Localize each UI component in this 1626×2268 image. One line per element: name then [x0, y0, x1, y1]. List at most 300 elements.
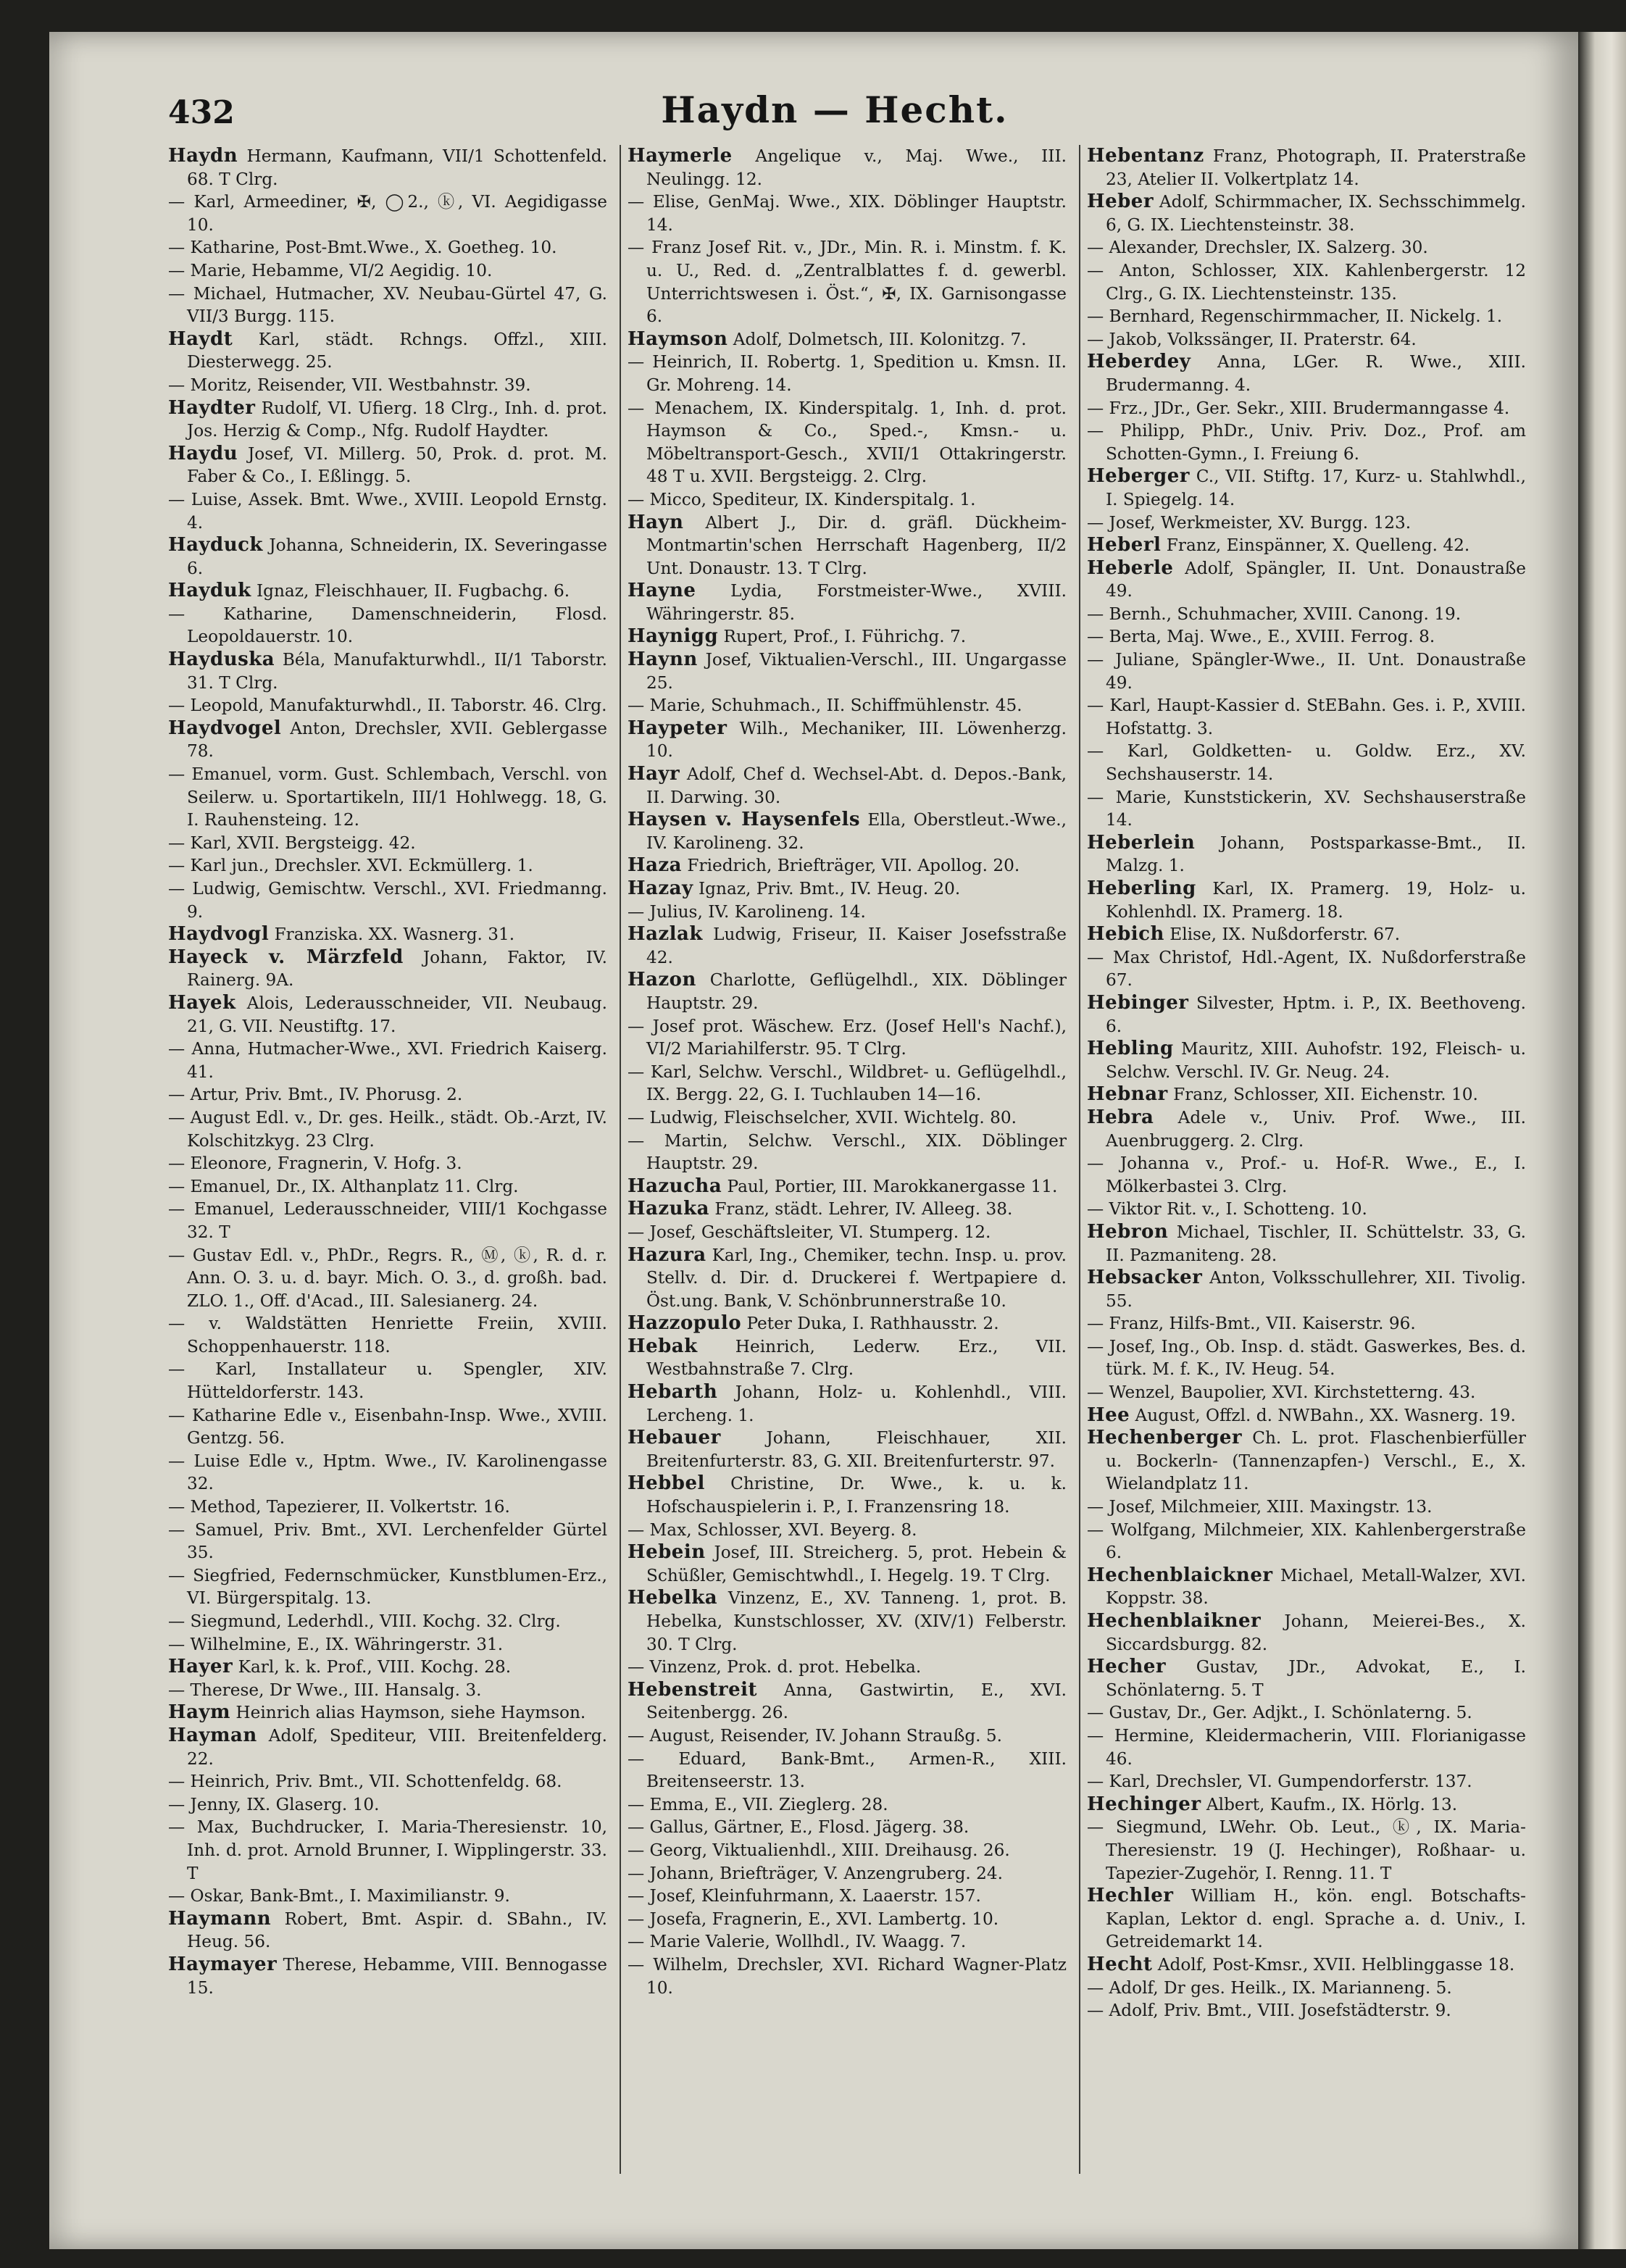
directory-entry: [1087, 236, 1526, 259]
entry-details: — Anna, Hutmacher-Wwe., XVI. Friedrich Kaiserg. 41.: [168, 1039, 607, 1082]
directory-entry: [168, 603, 607, 649]
entry-details: Adolf, Dolmetsch, III. Kolonitzg. 7.: [727, 329, 1027, 349]
entry-details: Lydia, Forstmeister-Wwe., XVIII. Währingerstr. 85.: [646, 581, 1067, 624]
entry-surname: Haydu: [168, 442, 238, 464]
directory-entry: [1087, 1770, 1526, 1793]
entry-surname: Haydn: [168, 145, 238, 167]
directory-entry: [1087, 1381, 1526, 1404]
directory-entry: [1087, 1267, 1526, 1312]
directory-entry: [168, 1633, 607, 1656]
entry-details: — Emma, E., VII. Zieglerg. 28.: [628, 1794, 888, 1814]
entry-details: — Gallus, Gärtner, E., Flosd. Jägerg. 38.: [628, 1817, 970, 1838]
directory-entry: [628, 1839, 1067, 1862]
directory-entry: [1087, 1038, 1526, 1083]
directory-entry: [628, 488, 1067, 512]
directory-entry: [1087, 1198, 1526, 1221]
entry-details: — Karl, Armeediner, ✠, ◯2., ⓚ, VI. Aegidigasse 10.: [168, 192, 607, 235]
entry-details: — Alexander, Drechsler, IX. Salzerg. 30.: [1087, 238, 1428, 258]
entry-details: Franz, Einspänner, X. Quelleng. 42.: [1161, 535, 1470, 556]
directory-entry: [168, 1519, 607, 1564]
directory-entry: [168, 1358, 607, 1404]
entry-details: — Ludwig, Gemischtw. Verschl., XVI. Friedmanng. 9.: [168, 879, 607, 922]
directory-entry: [628, 1244, 1067, 1313]
directory-entry: [168, 1152, 607, 1175]
entry-surname: Hayduska: [168, 649, 275, 671]
directory-entry: [628, 923, 1067, 969]
entry-surname: Hechler: [1087, 1885, 1174, 1907]
directory-entry: [1087, 1083, 1526, 1106]
directory-entry: [168, 1564, 607, 1610]
directory-entry: [628, 1335, 1067, 1381]
directory-entry: [628, 1312, 1067, 1335]
directory-entry: [628, 969, 1067, 1014]
entry-surname: Haysen v. Haysenfels: [628, 809, 861, 831]
entry-details: Franz, städt. Lehrer, IV. Alleeg. 38.: [709, 1199, 1013, 1220]
entry-details: Ignaz, Priv. Bmt., IV. Heug. 20.: [693, 879, 961, 899]
entry-surname: Hazzopulo: [628, 1312, 742, 1335]
entry-details: — Moritz, Reisender, VII. Westbahnstr. 39.: [168, 375, 531, 395]
entry-details: — Artur, Priv. Bmt., IV. Phorusg. 2.: [168, 1085, 463, 1105]
entry-details: Anton, Drechsler, XVII. Geblergasse 78.: [187, 718, 607, 762]
entry-details: — Karl, XVII. Bergsteigg. 42.: [168, 833, 416, 853]
entry-details: Heinrich, Lederw. Erz., VII. Westbahnstraße 7. Clrg.: [646, 1336, 1067, 1380]
entry-details: — Heinrich, II. Robertg. 1, Spedition u. Kmsn. II. Gr. Mohreng. 14.: [628, 352, 1067, 395]
entry-details: — Juliane, Spängler-Wwe., II. Unt. Donaustraße 49.: [1087, 650, 1526, 693]
entry-details: Johann, Holz- u. Kohlenhdl., VIII. Lercheng. 1.: [646, 1383, 1067, 1425]
entry-details: — Max, Buchdrucker, I. Maria-Theresienstr. 10, Inh. d. prot. Arnold Brunner, I. Wipplingerstr. 33. T: [168, 1817, 607, 1883]
entry-details: — Karl, Drechsler, VI. Gumpendorferstr. 137.: [1087, 1772, 1472, 1792]
entry-surname: Hayn: [628, 511, 684, 533]
directory-entry: [1087, 786, 1526, 832]
entry-details: Adolf, Schirmmacher, IX. Sechsschimmelg. 6, G. IX. Liechtensteinstr. 38.: [1106, 192, 1526, 235]
directory-entry: [1087, 1793, 1526, 1817]
directory-entry: [628, 625, 1067, 649]
directory-entry: [628, 1198, 1067, 1221]
directory-entry: [1087, 465, 1526, 511]
entry-details: — Michael, Hutmacher, XV. Neubau-Gürtel 47, G. VII/3 Burgg. 115.: [168, 283, 607, 327]
entry-details: — Franz Josef Rit. v., JDr., Min. R. i. Minstm. f. K. u. U., Red. d. „Zentralblattes f. d. gewerbl. Unterrichtswesen i. Öst.“, ✠, IX. Garnisongasse 6.: [628, 238, 1067, 327]
entry-details: Michael, Tischler, II. Schüttelstr. 33, G. II. Pazmaniteng. 28.: [1106, 1222, 1526, 1265]
entry-surname: Haydt: [168, 328, 233, 350]
entry-details: August, Offzl. d. NWBahn., XX. Wasnerg. 19.: [1130, 1405, 1516, 1425]
directory-entry: [168, 1770, 607, 1793]
entry-details: — Emanuel, vorm. Gust. Schlembach, Verschl. von Seilerw. u. Sportartikeln, III/1 Hohlwegg. 18, G. I. Rauhensteing. 12.: [168, 764, 607, 830]
entry-details: — Eduard, Bank-Bmt., Armen-R., XIII. Breitenseerstr. 13.: [628, 1748, 1067, 1792]
book-spine: [1578, 32, 1626, 2249]
entry-details: — Menachem, IX. Kinderspitalg. 1, Inh. d. prot. Haymson & Co., Sped.-, Kmsn.- u. Möbeltransport-Gesch., XVII/1 Ottakringerstr. 48 T u. XVII. Bergsteigg. 2. Clrg.: [628, 398, 1067, 487]
entry-details: Adolf, Chef d. Wechsel-Abt. d. Depos.-Bank, II. Darwing. 30.: [646, 764, 1067, 807]
directory-entry: [628, 1541, 1067, 1587]
entry-details: — Johanna v., Prof.- u. Hof-R. Wwe., E., I. Mölkerbastei 3. Clrg.: [1087, 1154, 1526, 1196]
entry-details: Ch. L. prot. Flaschenbierfüller u. Bockerln- (Tannenzapfen-) Verschl., E., X. Wielandplatz 11.: [1106, 1428, 1526, 1494]
entry-details: — Vinzenz, Prok. d. prot. Hebelka.: [628, 1657, 922, 1677]
entry-surname: Haypeter: [628, 717, 727, 739]
directory-entry: [168, 923, 607, 946]
directory-entry: [168, 992, 607, 1038]
entry-details: — Wolfgang, Milchmeier, XIX. Kahlenbergerstraße 6.: [1087, 1519, 1526, 1563]
directory-entry: [628, 145, 1067, 191]
directory-entry: [1087, 1977, 1526, 2000]
entry-surname: Hebak: [628, 1335, 698, 1357]
directory-entry: [1087, 1610, 1526, 1656]
entry-surname: Hazucha: [628, 1175, 722, 1197]
directory-entry: [168, 1244, 607, 1313]
entry-details: — Franz, Hilfs-Bmt., VII. Kaiserstr. 96.: [1087, 1314, 1416, 1334]
directory-entry: [628, 1519, 1067, 1542]
entry-surname: Heberdey: [1087, 351, 1191, 373]
entry-details: Robert, Bmt. Aspir. d. SBahn., IV. Heug. 56.: [187, 1909, 607, 1952]
directory-entry: [628, 512, 1067, 580]
entry-surname: Hazlak: [628, 923, 703, 946]
directory-entry: [1087, 1885, 1526, 1954]
entry-surname: Hayne: [628, 580, 696, 602]
directory-entry: [1087, 534, 1526, 557]
directory-entry: [628, 1954, 1067, 1999]
directory-entry: [628, 1862, 1067, 1885]
entry-surname: Hebsacker: [1087, 1267, 1203, 1289]
entry-details: Ignaz, Fleischhauer, II. Fugbachg. 6.: [251, 581, 570, 601]
page-title: Haydn — Hecht.: [661, 88, 1009, 131]
entry-details: — Marie Valerie, Wollhdl., IV. Waagg. 7.: [628, 1932, 967, 1952]
entry-surname: Hebinger: [1087, 991, 1189, 1014]
entry-surname: Hechenblaikner: [1087, 1610, 1262, 1632]
entry-details: Albert, Kaufm., IX. Hörlg. 13.: [1201, 1794, 1458, 1814]
entry-details: — Wilhelmine, E., IX. Währingerstr. 31.: [168, 1634, 504, 1654]
entry-details: Friedrich, Briefträger, VII. Apollog. 20.: [682, 856, 1020, 876]
entry-surname: Hebein: [628, 1541, 706, 1564]
directory-column-2: [628, 145, 1067, 2217]
entry-details: Anna, LGer. R. Wwe., XIII. Brudermanng. 4.: [1106, 352, 1526, 395]
entry-details: Mauritz, XIII. Auhofstr. 192, Fleisch- u. Selchw. Verschl. IV. Gr. Neug. 24.: [1106, 1039, 1526, 1082]
directory-column-1: [168, 145, 607, 2217]
entry-details: — Josef, Geschäftsleiter, VI. Stumperg. 12.: [628, 1222, 991, 1242]
entry-details: Albert J., Dir. d. gräfl. Dückheim-Montmartin'schen Herrschaft Hagenberg, II/2 Unt. Donaustr. 13. T Clrg.: [646, 512, 1067, 578]
directory-entry: [1087, 351, 1526, 396]
entry-details: — Luise, Assek. Bmt. Wwe., XVIII. Leopold Ernstg. 4.: [168, 489, 607, 533]
entry-details: — Josefa, Fragnerin, E., XVI. Lambertg. 10.: [628, 1909, 999, 1929]
entry-details: Johann, Meierei-Bes., X. Siccardsburgg. 82.: [1106, 1612, 1526, 1654]
entry-surname: Haydvogl: [168, 923, 270, 946]
entry-surname: Hebnar: [1087, 1083, 1168, 1106]
entry-details: Adele v., Univ. Prof. Wwe., III. Auenbruggerg. 2. Clrg.: [1106, 1107, 1526, 1151]
directory-entry: [1087, 1427, 1526, 1496]
directory-entry: [168, 1312, 607, 1358]
entry-details: — Marie, Hebamme, VI/2 Aegidig. 10.: [168, 260, 493, 280]
directory-entry: [628, 1885, 1067, 1908]
entry-details: — Oskar, Bank-Bmt., I. Maximilianstr. 9.: [168, 1886, 510, 1906]
directory-entry: [1087, 603, 1526, 626]
entry-details: Josef, Viktualien-Verschl., III. Ungargasse 25.: [646, 650, 1067, 693]
entry-surname: Hayeck v. Märzfeld: [168, 946, 404, 968]
entry-details: — Julius, IV. Karolineng. 14.: [628, 901, 866, 922]
entry-details: Karl, k. k. Prof., VIII. Kochg. 28.: [233, 1657, 512, 1677]
directory-entry: [1087, 1496, 1526, 1519]
entry-details: — Hermine, Kleidermacherin, VIII. Florianigasse 46.: [1087, 1725, 1526, 1769]
entry-details: Michael, Metall-Walzer, XVI. Koppstr. 38.: [1106, 1565, 1526, 1609]
entry-details: — Emanuel, Dr., IX. Althanplatz 11. Clrg.: [168, 1176, 519, 1196]
entry-details: Gustav, JDr., Advokat, E., I. Schönlaterng. 5. T: [1106, 1657, 1526, 1700]
entry-details: Johanna, Schneiderin, IX. Severingasse 6.: [187, 535, 607, 578]
directory-entry: [168, 1954, 607, 1999]
directory-entry: [1087, 1999, 1526, 2022]
entry-details: Ella, Oberstleut.-Wwe., IV. Karolineng. 32.: [646, 810, 1067, 853]
entry-surname: Hebbel: [628, 1472, 705, 1495]
entry-details: — Josef, Milchmeier, XIII. Maxingstr. 13.: [1087, 1497, 1433, 1517]
entry-details: C., VII. Stiftg. 17, Kurz- u. Stahlwhdl., I. Spiegelg. 14.: [1106, 467, 1526, 509]
entry-details: — Siegfried, Federnschmücker, Kunstblumen-Erz., VI. Bürgerspitalg. 13.: [168, 1565, 607, 1609]
entry-details: — Karl, Haupt-Kassier d. StEBahn. Ges. i. P., XVIII. Hofstattg. 3.: [1087, 696, 1526, 738]
entry-surname: Haynigg: [628, 625, 719, 648]
entry-details: — Katharine, Damenschneiderin, Flosd. Leopoldauerstr. 10.: [168, 604, 607, 647]
entry-surname: Haydvogel: [168, 717, 282, 739]
directory-entry: [628, 236, 1067, 328]
entry-details: Franz, Photograph, II. Praterstraße 23, Atelier II. Volkertplatz 14.: [1106, 146, 1526, 189]
directory-entry: [1087, 694, 1526, 740]
directory-entry: [628, 1748, 1067, 1793]
entry-details: Rudolf, VI. Ufierg. 18 Clrg., Inh. d. prot. Jos. Herzig & Comp., Nfg. Rudolf Haydter.: [187, 398, 607, 441]
directory-entry: [1087, 1404, 1526, 1427]
entry-details: — Karl, Selchw. Verschl., Wildbret- u. Geflügelhdl., IX. Bergg. 22, G. I. Tuchlauben 14—16.: [628, 1062, 1067, 1105]
directory-entry: [1087, 1519, 1526, 1564]
entry-details: Angelique v., Maj. Wwe., III. Neulingg. 12.: [646, 146, 1067, 189]
directory-entry: [168, 649, 607, 694]
directory-entry: [168, 236, 607, 259]
entry-details: Franz, Schlosser, XII. Eichenstr. 10.: [1167, 1085, 1478, 1105]
entry-surname: Hayek: [168, 991, 236, 1014]
entry-details: Karl, IX. Pramerg. 19, Holz- u. Kohlenhdl. IX. Pramerg. 18.: [1106, 879, 1526, 922]
entry-details: — Berta, Maj. Wwe., E., XVIII. Ferrog. 8.: [1087, 627, 1435, 647]
entry-surname: Hebelka: [628, 1587, 718, 1609]
directory-entry: [628, 191, 1067, 236]
page-number: 432: [168, 94, 235, 131]
entry-details: Josef, VI. Millerg. 50, Prok. d. prot. M. Faber & Co., I. Eßlingg. 5.: [187, 443, 607, 487]
directory-entry: [168, 1083, 607, 1106]
directory-entry: [168, 283, 607, 328]
entry-details: — Jenny, IX. Glaserg. 10.: [168, 1794, 380, 1814]
entry-details: — Josef, Kleinfuhrmann, X. Laaerstr. 157.: [628, 1886, 981, 1906]
entry-surname: Haymann: [168, 1907, 272, 1930]
directory-entry: [168, 946, 607, 992]
entry-details: — Karl, Goldketten- u. Goldw. Erz., XV. Sechshauserstr. 14.: [1087, 741, 1526, 785]
entry-details: — Gustav, Dr., Ger. Adjkt., I. Schönlaterng. 5.: [1087, 1703, 1472, 1723]
entry-details: Ludwig, Friseur, II. Kaiser Josefsstraße 42.: [646, 925, 1067, 967]
directory-entry: [168, 763, 607, 832]
directory-entry: [168, 1701, 607, 1725]
entry-surname: Haym: [168, 1701, 231, 1724]
entry-details: Hermann, Kaufmann, VII/1 Schottenfeld. 68. T Clrg.: [187, 146, 607, 189]
directory-entry: [628, 1816, 1067, 1839]
directory-entry: [1087, 625, 1526, 649]
entry-details: — Elise, GenMaj. Wwe., XIX. Döblinger Hauptstr. 14.: [628, 192, 1067, 235]
entry-surname: Hecht: [1087, 1953, 1153, 1975]
entry-details: Charlotte, Geflügelhdl., XIX. Döblinger Hauptstr. 29.: [646, 970, 1067, 1013]
directory-entry: [1087, 649, 1526, 694]
entry-details: — Georg, Viktualienhdl., XIII. Dreihausg. 26.: [628, 1840, 1010, 1860]
directory-entry: [168, 443, 607, 488]
directory-entry: [168, 1450, 607, 1496]
entry-surname: Hebentanz: [1087, 145, 1204, 167]
directory-entry: [1087, 740, 1526, 785]
directory-entry: [628, 1793, 1067, 1817]
entry-details: — Wenzel, Baupolier, XVI. Kirchstetterng. 43.: [1087, 1383, 1476, 1403]
directory-entry: [168, 694, 607, 717]
entry-details: — August Edl. v., Dr. ges. Heilk., städt. Ob.-Arzt, IV. Kolschitzkyg. 23 Clrg.: [168, 1107, 607, 1151]
directory-entry: [628, 649, 1067, 694]
directory-entry: [628, 1587, 1067, 1656]
directory-entry: [168, 1725, 607, 1770]
entry-surname: Haymson: [628, 328, 728, 350]
entry-details: — Gustav Edl. v., PhDr., Regrs. R., Ⓜ, ⓚ, R. d. r. Ann. O. 3. u. d. bayr. Mich. O. 3., d. großh. bad. ZLO. 1., Off. d'Acad., III. Salesianerg. 24.: [168, 1245, 607, 1311]
directory-entry: [1087, 1656, 1526, 1701]
entry-surname: Heberlein: [1087, 831, 1196, 854]
directory-column-3: [1087, 145, 1526, 2217]
directory-entry: [1087, 832, 1526, 877]
entry-details: — Siegmund, Lederhdl., VIII. Kochg. 32. Clrg.: [168, 1612, 561, 1631]
entry-surname: Haymayer: [168, 1953, 278, 1975]
directory-entry: [168, 328, 607, 374]
directory-entry: [1087, 1312, 1526, 1335]
entry-details: — Karl, Installateur u. Spengler, XIV. Hütteldorferstr. 143.: [168, 1359, 607, 1403]
directory-entry: [628, 877, 1067, 901]
entry-details: — Bernh., Schuhmacher, XVIII. Canong. 19.: [1087, 604, 1462, 624]
entry-surname: Hayduk: [168, 580, 251, 602]
entry-surname: Heberling: [1087, 877, 1196, 899]
directory-entry: [628, 717, 1067, 763]
directory-entry: [628, 328, 1067, 351]
entry-details: — Samuel, Priv. Bmt., XVI. Lerchenfelder Gürtel 35.: [168, 1519, 607, 1563]
entry-details: — Martin, Selchw. Verschl., XIX. Döblinger Hauptstr. 29.: [628, 1130, 1067, 1174]
directory-entry: [1087, 946, 1526, 992]
entry-details: — Marie, Kunststickerin, XV. Sechshauserstraße 14.: [1087, 787, 1526, 830]
entry-details: Adolf, Spediteur, VIII. Breitenfelderg. 22.: [187, 1725, 607, 1769]
directory-entry: [168, 1496, 607, 1519]
entry-details: — Max Christof, Hdl.-Agent, IX. Nußdorferstraße 67.: [1087, 947, 1526, 991]
entry-details: Josef, III. Streicherg. 5, prot. Hebein & Schüßler, Gemischtwhdl., I. Hegelg. 19. T Clrg.: [646, 1543, 1067, 1585]
directory-entry: [168, 145, 607, 191]
page-header: [168, 88, 1501, 139]
directory-entry: [1087, 259, 1526, 305]
directory-entry: [1087, 1335, 1526, 1381]
entry-details: — Heinrich, Priv. Bmt., VII. Schottenfeldg. 68.: [168, 1772, 562, 1792]
directory-entry: [628, 1930, 1067, 1954]
entry-surname: Heber: [1087, 191, 1154, 213]
entry-surname: Hecher: [1087, 1656, 1167, 1678]
directory-entry: [628, 854, 1067, 877]
directory-entry: [168, 832, 607, 855]
entry-surname: Hayman: [168, 1724, 257, 1746]
directory-entry: [168, 1198, 607, 1243]
entry-details: — Marie, Schuhmach., II. Schiffmühlenstr. 45.: [628, 696, 1022, 716]
directory-entry: [168, 854, 607, 877]
directory-entry: [628, 351, 1067, 396]
entry-details: — Katharine Edle v., Eisenbahn-Insp. Wwe., XVIII. Gentzg. 56.: [168, 1405, 607, 1448]
entry-surname: Heberle: [1087, 556, 1174, 579]
entry-details: Johann, Faktor, IV. Rainerg. 9A.: [187, 947, 607, 991]
directory-entry: [1087, 397, 1526, 420]
directory-entry: [168, 717, 607, 763]
directory-entry: [168, 1885, 607, 1908]
directory-entry: [628, 809, 1067, 854]
directory-entry: [628, 1061, 1067, 1106]
directory-entry: [1087, 1221, 1526, 1267]
entry-surname: Hee: [1087, 1404, 1130, 1426]
directory-entry: [168, 1610, 607, 1633]
entry-surname: Hayduck: [168, 534, 263, 556]
entry-details: — Ludwig, Fleischselcher, XVII. Wichtelg. 80.: [628, 1107, 1017, 1127]
directory-entry: [628, 580, 1067, 625]
entry-details: Christine, Dr. Wwe., k. u. k. Hofschauspielerin i. P., I. Franzensring 18.: [646, 1474, 1067, 1517]
directory-entry: [168, 1679, 607, 1702]
directory-entry: [1087, 992, 1526, 1038]
directory-entry: [168, 1816, 607, 1885]
directory-entry: [628, 1679, 1067, 1725]
directory-entry: [168, 259, 607, 283]
column-divider: [620, 145, 621, 2174]
entry-details: Alois, Lederausschneider, VII. Neubaug. 21, G. VII. Neustiftg. 17.: [187, 993, 607, 1036]
entry-details: Elise, IX. Nußdorferstr. 67.: [1164, 925, 1401, 945]
entry-surname: Hazura: [628, 1243, 706, 1266]
entry-details: — Bernhard, Regenschirmmacher, II. Nickelg. 1.: [1087, 307, 1503, 327]
directory-entry: [168, 1793, 607, 1817]
entry-details: Johann, Postsparkasse-Bmt., II. Malzg. 1.: [1106, 833, 1526, 876]
directory-entry: [1087, 145, 1526, 191]
directory-entry: [168, 1038, 607, 1083]
entry-surname: Heberger: [1087, 465, 1190, 488]
column-divider: [1079, 145, 1080, 2174]
entry-surname: Hebron: [1087, 1220, 1169, 1243]
entry-details: Franziska. XX. Wasnerg. 31.: [269, 925, 515, 945]
directory-entry: [168, 1908, 607, 1954]
entry-details: Adolf, Spängler, II. Unt. Donaustraße 49.: [1106, 558, 1526, 601]
entry-details: — Method, Tapezierer, II. Volkertstr. 16.: [168, 1497, 510, 1517]
directory-entry: [168, 877, 607, 923]
directory-entry: [1087, 305, 1526, 328]
directory-entry: [168, 191, 607, 236]
entry-surname: Hebling: [1087, 1038, 1174, 1060]
entry-details: — Adolf, Priv. Bmt., VIII. Josefstädterstr. 9.: [1087, 2001, 1451, 2021]
entry-surname: Hechenblaickner: [1087, 1564, 1273, 1586]
entry-surname: Haydter: [168, 396, 256, 419]
directory-entry: [1087, 1152, 1526, 1198]
directory-entry: [168, 1656, 607, 1679]
entry-details: Vinzenz, E., XV. Tanneng. 1, prot. B. Hebelka, Kunstschlosser, XV. (XIV/1) Felberstr. 30. T Clrg.: [646, 1588, 1067, 1654]
entry-details: — Adolf, Dr ges. Heilk., IX. Marianneng. 5.: [1087, 1977, 1452, 1998]
directory-entry: [628, 1221, 1067, 1244]
entry-details: — Karl jun., Drechsler. XVI. Eckmüllerg. 1.: [168, 856, 533, 876]
entry-details: — Eleonore, Fragnerin, V. Hofg. 3.: [168, 1154, 462, 1174]
directory-entry: [628, 1106, 1067, 1130]
entry-surname: Haza: [628, 854, 683, 877]
directory-entry: [168, 397, 607, 443]
entry-surname: Hebich: [1087, 923, 1164, 946]
entry-details: Paul, Portier, III. Marokkanergasse 11.: [722, 1176, 1058, 1196]
directory-entry: [1087, 1106, 1526, 1152]
entry-details: — Therese, Dr Wwe., III. Hansalg. 3.: [168, 1680, 482, 1700]
entry-details: — Siegmund, LWehr. Ob. Leut., ⓚ, IX. Maria-Theresienstr. 19 (J. Hechinger), Roßhaar- u. Tapezier-Zugehör, I. Renng. 11. T: [1087, 1817, 1526, 1883]
entry-surname: Hebarth: [628, 1381, 718, 1404]
entry-details: — Anton, Schlosser, XIX. Kahlenbergerstr. 12 Clrg., G. IX. Liechtensteinstr. 135.: [1087, 260, 1526, 304]
entry-details: Karl, Ing., Chemiker, techn. Insp. u. prov. Stellv. d. Dir. d. Druckerei f. Wertpapiere d. Öst.ung. Bank, V. Schönbrunnerstraße 10.: [646, 1245, 1067, 1311]
entry-details: Heinrich alias Haymson, siehe Haymson.: [230, 1703, 586, 1723]
entry-details: — Viktor Rit. v., I. Schotteng. 10.: [1087, 1199, 1367, 1220]
entry-surname: Hazon: [628, 969, 696, 991]
entry-details: — Frz., JDr., Ger. Sekr., XIII. Brudermanngasse 4.: [1087, 398, 1510, 418]
entry-details: Johann, Fleischhauer, XII. Breitenfurterstr. 83, G. XII. Breitenfurterstr. 97.: [646, 1428, 1067, 1471]
directory-entry: [1087, 1816, 1526, 1885]
entry-details: Peter Duka, I. Rathhausstr. 2.: [741, 1314, 999, 1334]
directory-entry: [1087, 923, 1526, 946]
directory-entry: [628, 1427, 1067, 1472]
